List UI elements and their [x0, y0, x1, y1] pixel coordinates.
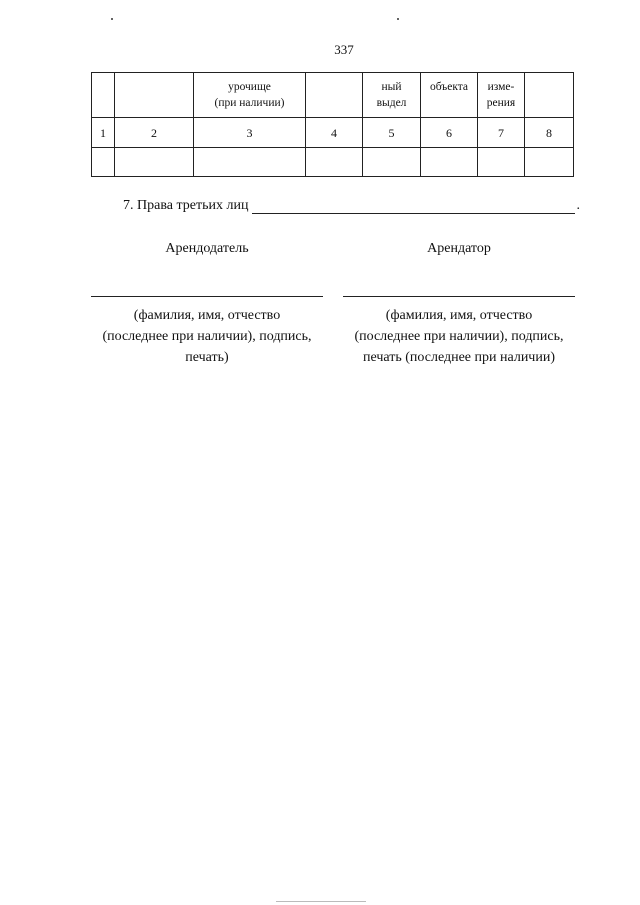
- caption-line: (фамилия, имя, отчество: [385, 308, 533, 323]
- header-cell: [421, 73, 478, 118]
- column-number-cell: 5: [363, 118, 421, 148]
- column-number-cell: 8: [525, 118, 574, 148]
- empty-cell: [115, 148, 194, 177]
- column-number-cell: 1: [92, 118, 115, 148]
- header-cell-text: урочище (при наличии): [214, 81, 285, 109]
- header-cell: [306, 73, 363, 118]
- empty-cell: [306, 148, 363, 177]
- page-number: 337: [334, 42, 354, 57]
- header-cell: [92, 73, 115, 118]
- header-cell-text: объекта: [429, 81, 469, 93]
- scan-edge-mark: [276, 901, 366, 902]
- third-party-rights-line: [123, 198, 580, 214]
- empty-cell: [525, 148, 574, 177]
- lessee-title: Арендатор: [427, 241, 491, 256]
- empty-cell: [194, 148, 306, 177]
- third-party-rights-label: 7. Права третьих лиц: [123, 198, 249, 213]
- lessor-title: Арендодатель: [165, 241, 249, 256]
- header-cell-text: ный выдел: [376, 81, 407, 109]
- header-cell: [363, 73, 421, 118]
- empty-cell: [478, 148, 525, 177]
- caption-line: (последнее при наличии), подпись,: [102, 329, 312, 344]
- header-cell-text: изме- рения: [486, 81, 516, 109]
- column-number-cell: 7: [478, 118, 525, 148]
- empty-cell: [363, 148, 421, 177]
- third-party-rights-end-mark: .: [576, 198, 580, 213]
- column-number-cell: 6: [421, 118, 478, 148]
- lessor-signature-line: [91, 296, 323, 297]
- table-empty-row: [92, 148, 574, 177]
- lessee-signature-caption: [334, 305, 584, 368]
- header-cell: [194, 73, 306, 118]
- caption-line: печать (последнее при наличии): [362, 350, 555, 365]
- lessee-signature-line: [343, 296, 575, 297]
- scan-speck-right: [397, 18, 399, 20]
- lessor-signature-caption: [82, 305, 332, 368]
- table-column-number-row: [92, 118, 574, 148]
- header-cell: [478, 73, 525, 118]
- column-number-cell: 4: [306, 118, 363, 148]
- empty-cell: [421, 148, 478, 177]
- header-cell: [525, 73, 574, 118]
- third-party-rights-blank: [252, 199, 575, 214]
- empty-cell: [92, 148, 115, 177]
- column-number-cell: 3: [194, 118, 306, 148]
- land-plot-table: [91, 72, 574, 177]
- caption-line: (фамилия, имя, отчество: [133, 308, 281, 323]
- table-header-row: [92, 73, 574, 118]
- caption-line: (последнее при наличии), подпись,: [354, 329, 564, 344]
- column-number-cell: 2: [115, 118, 194, 148]
- caption-line: печать): [185, 350, 229, 365]
- scan-speck-left: [111, 18, 113, 20]
- header-cell: [115, 73, 194, 118]
